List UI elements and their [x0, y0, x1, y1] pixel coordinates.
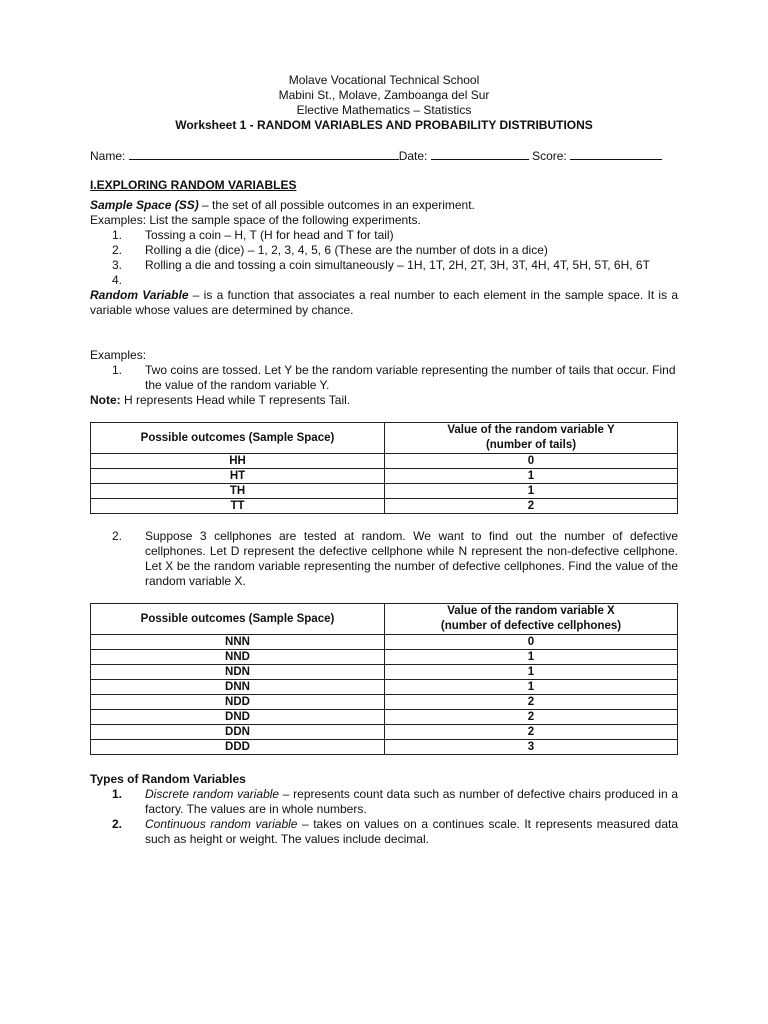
table-row — [91, 710, 678, 725]
outcome-cell: NDN — [91, 665, 385, 680]
col-header: Value of the random variable X (number of defective cellphones) — [385, 604, 678, 635]
examples-label: Examples: — [90, 348, 147, 362]
outcome-cell: TT — [91, 499, 385, 514]
example-1: 1. Two coins are tossed. Let Y be the random variable representing the number of tails that occur. Find the value of the random variable Y. — [112, 363, 676, 392]
outcome-cell: HT — [91, 469, 385, 484]
ss-term: Sample Space (SS) — [90, 198, 199, 212]
note-label: Note: — [90, 393, 121, 407]
list-item: 1. Tossing a coin – H, T (H for head and T for tail) — [112, 228, 394, 242]
outcome-cell: HH — [91, 454, 385, 469]
col-header: Possible outcomes (Sample Space) — [91, 423, 385, 454]
types-section — [90, 772, 678, 847]
school-address: Mabini St., Molave, Zamboanga del Sur — [278, 88, 490, 102]
worksheet-title: Worksheet 1 - RANDOM VARIABLES AND PROBABILITY DISTRIBUTIONS — [175, 118, 593, 132]
student-fields — [90, 148, 678, 164]
list-item: 4. — [112, 273, 123, 287]
types-heading: Types of Random Variables — [90, 772, 246, 786]
table-row — [91, 680, 678, 695]
value-cell: 1 — [385, 665, 678, 680]
ss-def: – the set of all possible outcomes in an experiment. — [198, 198, 475, 212]
col-header: Possible outcomes (Sample Space) — [91, 604, 385, 635]
table-row — [91, 740, 678, 755]
table-row — [91, 650, 678, 665]
examples-intro: Examples: List the sample space of the following experiments. — [90, 213, 421, 227]
value-cell: 1 — [385, 680, 678, 695]
value-cell: 0 — [385, 635, 678, 650]
table-row — [91, 454, 678, 469]
document-header — [90, 73, 678, 133]
sample-space-section — [90, 198, 678, 318]
note-text: H represents Head while T represents Tail. — [120, 393, 351, 407]
table-coins — [90, 422, 678, 514]
table-cellphones — [90, 603, 678, 755]
outcome-cell: DNN — [91, 680, 385, 695]
table-row — [91, 665, 678, 680]
value-cell: 2 — [385, 695, 678, 710]
rv-def: – is a function that associates a real number to each element in the sample space. It is a variable whose values are determined by chance. — [90, 288, 678, 317]
outcome-cell: NND — [91, 650, 385, 665]
table-row — [91, 695, 678, 710]
list-item: 2. Rolling a die (dice) – 1, 2, 3, 4, 5, 6 (These are the number of dots in a dice) — [112, 243, 548, 257]
date-blank — [431, 148, 529, 160]
examples-section — [90, 348, 678, 408]
ss-examples-list — [90, 228, 678, 288]
example-2: 2. Suppose 3 cellphones are tested at random. We want to find out the number of defective cellphones. Let D represent the defective cellphone while N represent the non-defective cellphone. Let X be the random variable representing the number of defective cellphones. Find the value of the random variable X. — [112, 529, 678, 588]
table-row — [91, 725, 678, 740]
value-cell: 1 — [385, 650, 678, 665]
school-name: Molave Vocational Technical School — [288, 73, 480, 87]
value-cell: 2 — [385, 725, 678, 740]
col-header: Value of the random variable Y (number of tails) — [385, 423, 678, 454]
table-row — [91, 635, 678, 650]
score-label: Score: — [532, 149, 567, 163]
outcome-cell: NNN — [91, 635, 385, 650]
value-cell: 2 — [385, 710, 678, 725]
outcome-cell: DND — [91, 710, 385, 725]
score-blank — [570, 148, 662, 160]
outcome-cell: DDN — [91, 725, 385, 740]
table-row — [91, 499, 678, 514]
type-discrete: 1. Discrete random variable – represents count data such as number of defective chairs produced in a factory. The values are in whole numbers. — [112, 787, 678, 816]
value-cell: 1 — [385, 469, 678, 484]
date-label: Date: — [398, 149, 428, 163]
value-cell: 2 — [385, 499, 678, 514]
value-cell: 1 — [385, 484, 678, 499]
section-heading: I.EXPLORING RANDOM VARIABLES — [90, 178, 297, 192]
rv-term: Random Variable — [90, 288, 189, 302]
table-row — [91, 469, 678, 484]
value-cell: 0 — [385, 454, 678, 469]
outcome-cell: NDD — [91, 695, 385, 710]
name-blank — [129, 148, 399, 160]
value-cell: 3 — [385, 740, 678, 755]
type-continuous: 2. Continuous random variable – takes on values on a continues scale. It represents measured data such as height or weight. The values include decimal. — [112, 817, 679, 846]
subject: Elective Mathematics – Statistics — [296, 103, 472, 117]
table-row — [91, 484, 678, 499]
list-item: 3. Rolling a die and tossing a coin simultaneously – 1H, 1T, 2H, 2T, 3H, 3T, 4H, 4T, 5H, 5T, 6H, 6T — [112, 258, 650, 272]
name-label: Name: — [90, 149, 126, 163]
outcome-cell: TH — [91, 484, 385, 499]
outcome-cell: DDD — [91, 740, 385, 755]
